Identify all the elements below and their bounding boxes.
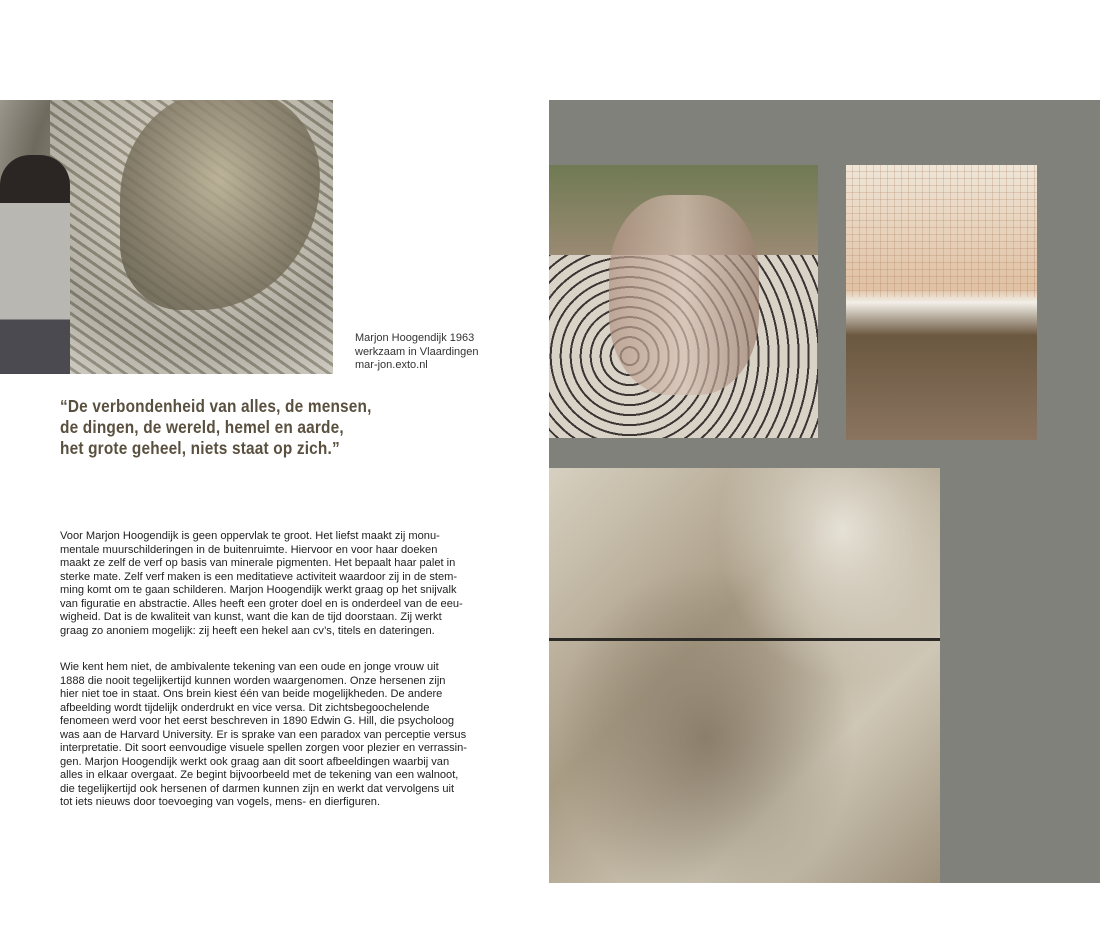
- quote-line: de dingen, de wereld, hemel en aarde,: [60, 417, 344, 437]
- quote-line: het grote geheel, niets staat op zich.”: [60, 438, 340, 458]
- painting-grid-landscape: [846, 165, 1037, 440]
- caption-location: werkzaam in Vlaardingen: [355, 345, 479, 358]
- caption-website: mar-jon.exto.nl: [355, 359, 428, 371]
- painting-figures-with-roses: [549, 165, 818, 438]
- pull-quote: [60, 396, 372, 459]
- artist-caption: [355, 332, 479, 373]
- body-paragraph-1: Voor Marjon Hoogendijk is geen oppervlak te groot. Het liefst maakt zij monu- mentale muurschilderingen in de buitenruimte. Hiervoor en voor haar doeken maakt ze zelf de verf op basis van minerale pigmenten. Het bepaalt haar palet in sterke mate. Zelf verf maken is een meditatieve activiteit waardoor zij in de stem- ming komt om te gaan schilderen. Marjon Hoogendijk werkt graag op het snijvalk van figuratie en abstractie. Alles heeft een groter doel en is onderdeel van de eeu- wigheid. Dat is de kwaliteit van kunst, want die kan de tijd doorstaan. Zij werkt graag zo anoniem mogelijk: zij heeft een hekel aan cv’s, titels en dateringen.: [60, 530, 463, 637]
- body-paragraph-2: Wie kent hem niet, de ambivalente tekening van een oude en jonge vrouw uit 1888 die nooit tegelijkertijd kunnen worden waargenomen. Onze hersenen zijn hier niet toe in staat. Ons brein kiest één van beide mogelijkheden. De andere afbeelding wordt tijdelijk onderdrukt en vice versa. Dit zichtsbegoochelende fenomeen werd voor het eerst beschreven in 1890 Edwin G. Hill, die psycholoog was aan de Harvard University. Er is sprake van een paradox van perceptie versus interpretatie. Dit soort eenvoudige visuele spellen zorgen voor plezier en verrassin- gen. Marjon Hoogendijk werkt ook graag aan dit soort afbeeldingen waarbij van alles in elkaar overgaat. Ze begint bijvoorbeeld met de tekening van een walnoot, die tegelijkertijd ook hersenen of darmen kunnen zijn en werkt dat vervolgens uit tot iets nieuws door toevoeging van vogels, mens- en dierfiguren.: [60, 661, 467, 809]
- caption-name: Marjon Hoogendijk 1963: [355, 332, 475, 344]
- quote-line: “De verbondenheid van alles, de mensen,: [60, 396, 372, 416]
- artist-figure: [0, 155, 70, 374]
- diptych-seam: [549, 638, 940, 641]
- artist-at-work-photo: [0, 100, 333, 374]
- painting-large-diptych: [549, 468, 940, 883]
